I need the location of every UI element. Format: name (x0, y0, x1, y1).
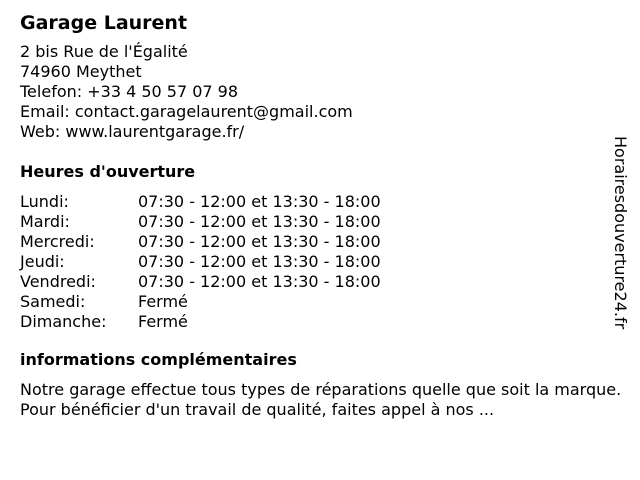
hours-day: Mardi: (20, 212, 70, 231)
info-description: Notre garage effectue tous types de réparations quelle que soit la marque. Pour bénéficier d'un travail de qualité, faites appel à nos ... (20, 380, 622, 419)
hours-row-sunday (20, 312, 610, 332)
hours-time: 07:30 - 12:00 et 13:30 - 18:00 (138, 212, 381, 231)
hours-row-tuesday (20, 212, 610, 232)
hours-row-wednesday (20, 232, 610, 252)
hours-time: 07:30 - 12:00 et 13:30 - 18:00 (138, 252, 381, 271)
address-line-1: 2 bis Rue de l'Égalité (20, 42, 188, 61)
hours-row-saturday (20, 292, 610, 312)
hours-day: Jeudi: (20, 252, 65, 271)
phone-line: Telefon: +33 4 50 57 07 98 (20, 82, 239, 101)
hours-row-friday (20, 272, 610, 292)
hours-time: 07:30 - 12:00 et 13:30 - 18:00 (138, 192, 381, 211)
email-line: Email: contact.garagelaurent@gmail.com (20, 102, 353, 121)
hours-day: Dimanche: (20, 312, 107, 331)
address-line-2: 74960 Meythet (20, 62, 142, 81)
hours-day: Samedi: (20, 292, 86, 311)
hours-row-monday (20, 192, 610, 212)
site-watermark: Horairesdouverture24.fr (611, 136, 630, 330)
business-name: Garage Laurent (20, 12, 188, 34)
info-title: informations complémentaires (20, 350, 297, 369)
hours-table (20, 192, 610, 332)
hours-day: Vendredi: (20, 272, 96, 291)
web-line: Web: www.laurentgarage.fr/ (20, 122, 245, 141)
hours-day: Lundi: (20, 192, 69, 211)
hours-time: 07:30 - 12:00 et 13:30 - 18:00 (138, 232, 381, 251)
hours-day: Mercredi: (20, 232, 95, 251)
hours-time: Fermé (138, 292, 188, 311)
hours-row-thursday (20, 252, 610, 272)
hours-title: Heures d'ouverture (20, 162, 196, 181)
hours-time: 07:30 - 12:00 et 13:30 - 18:00 (138, 272, 381, 291)
hours-time: Fermé (138, 312, 188, 331)
